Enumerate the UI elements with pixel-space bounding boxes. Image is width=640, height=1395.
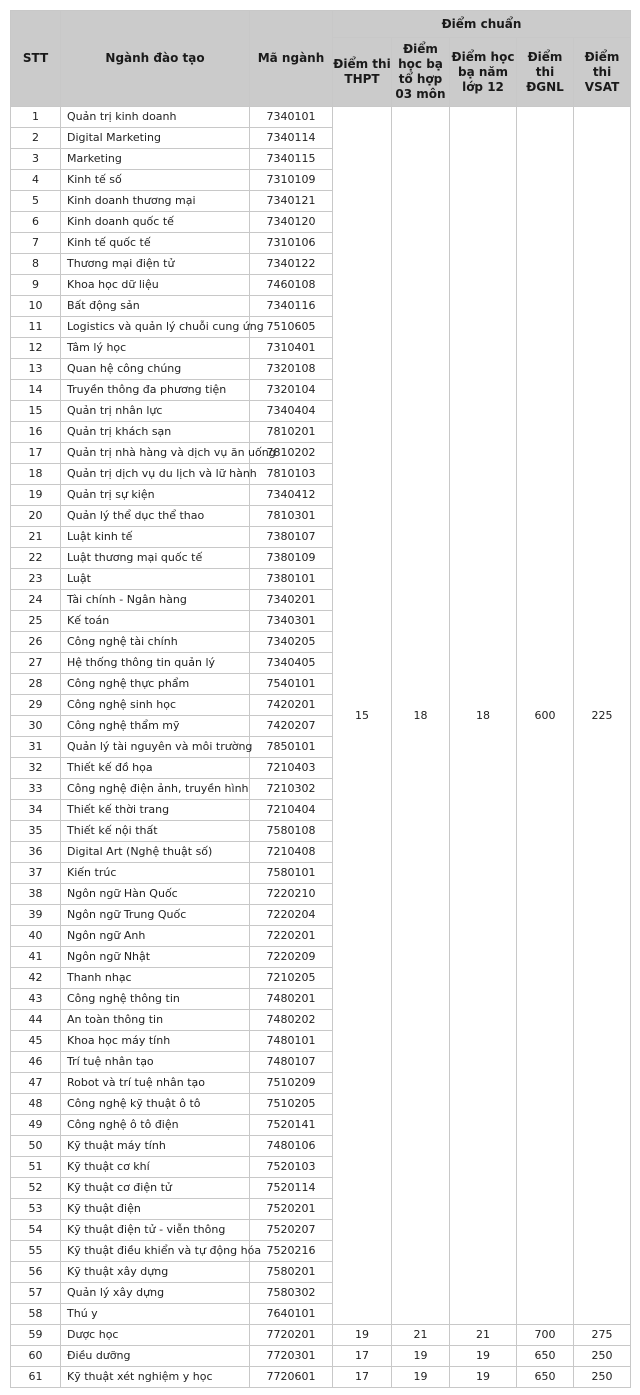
cell-stt: 8	[11, 254, 61, 275]
cell-major-code: 7310106	[250, 233, 333, 254]
cell-major-name: Robot và trí tuệ nhân tạo	[61, 1073, 250, 1094]
cell-major-name: Thương mại điện tử	[61, 254, 250, 275]
cell-stt: 4	[11, 170, 61, 191]
cell-major-name: Kỹ thuật cơ điện tử	[61, 1178, 250, 1199]
score-thpt: 15	[333, 107, 392, 1325]
cell-stt: 59	[11, 1325, 61, 1346]
score-hocba-lop12: 19	[450, 1367, 517, 1388]
cell-stt: 34	[11, 800, 61, 821]
cell-major-name: Ngôn ngữ Anh	[61, 926, 250, 947]
table-row	[11, 1367, 631, 1388]
cell-stt: 16	[11, 422, 61, 443]
score-hocba-lop12: 21	[450, 1325, 517, 1346]
cell-major-code: 7210408	[250, 842, 333, 863]
score-dgnl: 650	[517, 1346, 574, 1367]
cell-major-name: An toàn thông tin	[61, 1010, 250, 1031]
cell-major-name: Ngôn ngữ Hàn Quốc	[61, 884, 250, 905]
cell-major-name: Thanh nhạc	[61, 968, 250, 989]
score-vsat: 250	[574, 1367, 631, 1388]
cell-major-code: 7340115	[250, 149, 333, 170]
cell-stt: 42	[11, 968, 61, 989]
cell-major-code: 7210404	[250, 800, 333, 821]
cell-major-name: Quản lý tài nguyên và môi trường	[61, 737, 250, 758]
cell-major-name: Công nghệ thực phẩm	[61, 674, 250, 695]
cell-stt: 27	[11, 653, 61, 674]
cell-major-name: Kiến trúc	[61, 863, 250, 884]
cell-major-name: Tâm lý học	[61, 338, 250, 359]
score-dgnl: 700	[517, 1325, 574, 1346]
cell-major-code: 7310109	[250, 170, 333, 191]
score-thpt: 19	[333, 1325, 392, 1346]
cell-stt: 38	[11, 884, 61, 905]
cell-stt: 47	[11, 1073, 61, 1094]
cell-stt: 52	[11, 1178, 61, 1199]
cell-stt: 5	[11, 191, 61, 212]
cell-major-code: 7580101	[250, 863, 333, 884]
table-row	[11, 1346, 631, 1367]
cell-stt: 17	[11, 443, 61, 464]
cell-major-name: Hệ thống thông tin quản lý	[61, 653, 250, 674]
cell-stt: 48	[11, 1094, 61, 1115]
cell-major-name: Công nghệ kỹ thuật ô tô	[61, 1094, 250, 1115]
cell-stt: 9	[11, 275, 61, 296]
cell-major-name: Kỹ thuật xét nghiệm y học	[61, 1367, 250, 1388]
cell-major-name: Kinh tế quốc tế	[61, 233, 250, 254]
cell-stt: 50	[11, 1136, 61, 1157]
header-hocba-lop12: Điểm học bạ năm lớp 12	[450, 38, 517, 107]
cell-major-code: 7480201	[250, 989, 333, 1010]
cell-major-code: 7380101	[250, 569, 333, 590]
cell-major-code: 7580108	[250, 821, 333, 842]
cell-stt: 25	[11, 611, 61, 632]
cell-major-name: Kinh doanh quốc tế	[61, 212, 250, 233]
cell-major-name: Truyền thông đa phương tiện	[61, 380, 250, 401]
cell-major-code: 7220201	[250, 926, 333, 947]
cell-stt: 56	[11, 1262, 61, 1283]
cell-major-name: Quản trị khách sạn	[61, 422, 250, 443]
cell-major-code: 7340301	[250, 611, 333, 632]
cell-stt: 49	[11, 1115, 61, 1136]
cell-major-code: 7520207	[250, 1220, 333, 1241]
table-body	[11, 107, 631, 1388]
header-hocba-to-hop: Điểm học bạ tổ hợp 03 môn	[392, 38, 450, 107]
cell-major-name: Kinh doanh thương mại	[61, 191, 250, 212]
cell-major-name: Công nghệ thẩm mỹ	[61, 716, 250, 737]
cell-major-name: Quản trị dịch vụ du lịch và lữ hành	[61, 464, 250, 485]
cell-major-code: 7580302	[250, 1283, 333, 1304]
cell-stt: 53	[11, 1199, 61, 1220]
score-vsat: 275	[574, 1325, 631, 1346]
cell-major-code: 7510209	[250, 1073, 333, 1094]
cell-stt: 46	[11, 1052, 61, 1073]
cell-major-code: 7520201	[250, 1199, 333, 1220]
cell-major-name: Điều dưỡng	[61, 1346, 250, 1367]
cell-major-code: 7810202	[250, 443, 333, 464]
cell-stt: 33	[11, 779, 61, 800]
cell-major-name: Kỹ thuật xây dựng	[61, 1262, 250, 1283]
cell-stt: 35	[11, 821, 61, 842]
score-dgnl: 600	[517, 107, 574, 1325]
cell-stt: 39	[11, 905, 61, 926]
cell-major-name: Quản trị kinh doanh	[61, 107, 250, 128]
cell-major-code: 7340405	[250, 653, 333, 674]
cell-stt: 23	[11, 569, 61, 590]
cell-stt: 21	[11, 527, 61, 548]
cell-stt: 45	[11, 1031, 61, 1052]
cell-major-name: Quản trị nhân lực	[61, 401, 250, 422]
cell-major-name: Bất động sản	[61, 296, 250, 317]
cell-major-code: 7340114	[250, 128, 333, 149]
cell-major-code: 7520103	[250, 1157, 333, 1178]
cell-stt: 32	[11, 758, 61, 779]
cell-major-code: 7480101	[250, 1031, 333, 1052]
table-row	[11, 107, 631, 128]
score-dgnl: 650	[517, 1367, 574, 1388]
cell-major-name: Logistics và quản lý chuỗi cung ứng	[61, 317, 250, 338]
cell-major-name: Khoa học máy tính	[61, 1031, 250, 1052]
score-vsat: 250	[574, 1346, 631, 1367]
cell-major-name: Kỹ thuật cơ khí	[61, 1157, 250, 1178]
cell-major-name: Kinh tế số	[61, 170, 250, 191]
cell-stt: 57	[11, 1283, 61, 1304]
table-row	[11, 1325, 631, 1346]
cell-stt: 11	[11, 317, 61, 338]
cell-major-code: 7520114	[250, 1178, 333, 1199]
cell-major-code: 7720301	[250, 1346, 333, 1367]
cell-major-name: Kỹ thuật điện	[61, 1199, 250, 1220]
cell-major-code: 7810301	[250, 506, 333, 527]
cell-major-code: 7420207	[250, 716, 333, 737]
cell-stt: 15	[11, 401, 61, 422]
cell-major-code: 7340205	[250, 632, 333, 653]
score-hocba-lop12: 19	[450, 1346, 517, 1367]
cell-stt: 24	[11, 590, 61, 611]
cell-major-name: Khoa học dữ liệu	[61, 275, 250, 296]
cell-major-code: 7460108	[250, 275, 333, 296]
cell-major-name: Digital Marketing	[61, 128, 250, 149]
cell-major-code: 7480107	[250, 1052, 333, 1073]
cell-major-name: Công nghệ thông tin	[61, 989, 250, 1010]
cell-stt: 19	[11, 485, 61, 506]
cell-stt: 37	[11, 863, 61, 884]
cell-major-code: 7850101	[250, 737, 333, 758]
cell-stt: 43	[11, 989, 61, 1010]
cell-major-code: 7540101	[250, 674, 333, 695]
cell-major-code: 7320104	[250, 380, 333, 401]
cell-major-code: 7340120	[250, 212, 333, 233]
cell-major-name: Luật	[61, 569, 250, 590]
cell-major-code: 7480202	[250, 1010, 333, 1031]
cell-major-code: 7210302	[250, 779, 333, 800]
header-nganh-dao-tao: Ngành đào tạo	[61, 11, 250, 107]
cell-major-name: Thú y	[61, 1304, 250, 1325]
cell-stt: 54	[11, 1220, 61, 1241]
cell-stt: 55	[11, 1241, 61, 1262]
cell-stt: 3	[11, 149, 61, 170]
cell-major-code: 7720601	[250, 1367, 333, 1388]
cell-major-name: Kỹ thuật máy tính	[61, 1136, 250, 1157]
cell-major-name: Kỹ thuật điều khiển và tự động hóa	[61, 1241, 250, 1262]
cell-stt: 20	[11, 506, 61, 527]
header-vsat: Điểm thi VSAT	[574, 38, 631, 107]
cell-major-code: 7320108	[250, 359, 333, 380]
cell-major-name: Thiết kế đồ họa	[61, 758, 250, 779]
cell-major-code: 7720201	[250, 1325, 333, 1346]
header-dgnl: Điểm thi ĐGNL	[517, 38, 574, 107]
cell-major-code: 7310401	[250, 338, 333, 359]
header-diem-chuan: Điểm chuẩn	[333, 11, 631, 38]
cell-major-code: 7340201	[250, 590, 333, 611]
cell-stt: 22	[11, 548, 61, 569]
cell-stt: 28	[11, 674, 61, 695]
cell-stt: 29	[11, 695, 61, 716]
cell-major-name: Công nghệ điện ảnh, truyền hình	[61, 779, 250, 800]
cell-major-code: 7380109	[250, 548, 333, 569]
cell-stt: 60	[11, 1346, 61, 1367]
cell-major-code: 7340116	[250, 296, 333, 317]
cell-major-name: Ngôn ngữ Nhật	[61, 947, 250, 968]
cell-stt: 26	[11, 632, 61, 653]
cell-major-name: Thiết kế thời trang	[61, 800, 250, 821]
cell-major-name: Quản trị nhà hàng và dịch vụ ăn uống	[61, 443, 250, 464]
score-hocba-to-hop: 19	[392, 1346, 450, 1367]
admission-score-table-container	[10, 10, 630, 1388]
cell-major-code: 7340121	[250, 191, 333, 212]
cell-major-name: Marketing	[61, 149, 250, 170]
cell-stt: 6	[11, 212, 61, 233]
cell-stt: 18	[11, 464, 61, 485]
cell-major-code: 7520141	[250, 1115, 333, 1136]
cell-stt: 30	[11, 716, 61, 737]
cell-major-code: 7810201	[250, 422, 333, 443]
cell-major-name: Kế toán	[61, 611, 250, 632]
table-header	[11, 11, 631, 107]
cell-major-code: 7580201	[250, 1262, 333, 1283]
cell-stt: 13	[11, 359, 61, 380]
score-hocba-lop12: 18	[450, 107, 517, 1325]
cell-major-name: Luật kinh tế	[61, 527, 250, 548]
cell-major-name: Tài chính - Ngân hàng	[61, 590, 250, 611]
cell-major-code: 7480106	[250, 1136, 333, 1157]
cell-major-name: Luật thương mại quốc tế	[61, 548, 250, 569]
cell-major-code: 7640101	[250, 1304, 333, 1325]
cell-stt: 44	[11, 1010, 61, 1031]
cell-major-code: 7340101	[250, 107, 333, 128]
admission-score-table	[10, 10, 631, 1388]
cell-major-code: 7210403	[250, 758, 333, 779]
cell-stt: 7	[11, 233, 61, 254]
cell-major-code: 7420201	[250, 695, 333, 716]
cell-stt: 36	[11, 842, 61, 863]
cell-major-code: 7340122	[250, 254, 333, 275]
cell-stt: 61	[11, 1367, 61, 1388]
cell-major-name: Quản lý xây dựng	[61, 1283, 250, 1304]
cell-major-name: Công nghệ ô tô điện	[61, 1115, 250, 1136]
cell-major-code: 7340412	[250, 485, 333, 506]
cell-major-code: 7810103	[250, 464, 333, 485]
cell-major-name: Công nghệ sinh học	[61, 695, 250, 716]
score-hocba-to-hop: 18	[392, 107, 450, 1325]
cell-stt: 12	[11, 338, 61, 359]
cell-stt: 58	[11, 1304, 61, 1325]
cell-major-name: Quản lý thể dục thể thao	[61, 506, 250, 527]
score-hocba-to-hop: 21	[392, 1325, 450, 1346]
score-vsat: 225	[574, 107, 631, 1325]
cell-major-code: 7520216	[250, 1241, 333, 1262]
cell-major-name: Quản trị sự kiện	[61, 485, 250, 506]
cell-stt: 41	[11, 947, 61, 968]
cell-major-name: Kỹ thuật điện tử - viễn thông	[61, 1220, 250, 1241]
cell-stt: 40	[11, 926, 61, 947]
cell-stt: 31	[11, 737, 61, 758]
cell-major-name: Công nghệ tài chính	[61, 632, 250, 653]
cell-stt: 2	[11, 128, 61, 149]
cell-major-code: 7220204	[250, 905, 333, 926]
cell-major-code: 7510205	[250, 1094, 333, 1115]
cell-major-name: Ngôn ngữ Trung Quốc	[61, 905, 250, 926]
header-ma-nganh: Mã ngành	[250, 11, 333, 107]
cell-stt: 51	[11, 1157, 61, 1178]
cell-major-name: Digital Art (Nghệ thuật số)	[61, 842, 250, 863]
cell-major-code: 7510605	[250, 317, 333, 338]
cell-major-code: 7380107	[250, 527, 333, 548]
cell-major-code: 7220210	[250, 884, 333, 905]
cell-stt: 14	[11, 380, 61, 401]
cell-major-code: 7220209	[250, 947, 333, 968]
header-thpt: Điểm thi THPT	[333, 38, 392, 107]
score-hocba-to-hop: 19	[392, 1367, 450, 1388]
header-stt: STT	[11, 11, 61, 107]
cell-major-name: Dược học	[61, 1325, 250, 1346]
score-thpt: 17	[333, 1367, 392, 1388]
score-thpt: 17	[333, 1346, 392, 1367]
cell-major-name: Thiết kế nội thất	[61, 821, 250, 842]
cell-major-code: 7340404	[250, 401, 333, 422]
cell-major-code: 7210205	[250, 968, 333, 989]
cell-major-name: Quan hệ công chúng	[61, 359, 250, 380]
cell-major-name: Trí tuệ nhân tạo	[61, 1052, 250, 1073]
cell-stt: 10	[11, 296, 61, 317]
cell-stt: 1	[11, 107, 61, 128]
